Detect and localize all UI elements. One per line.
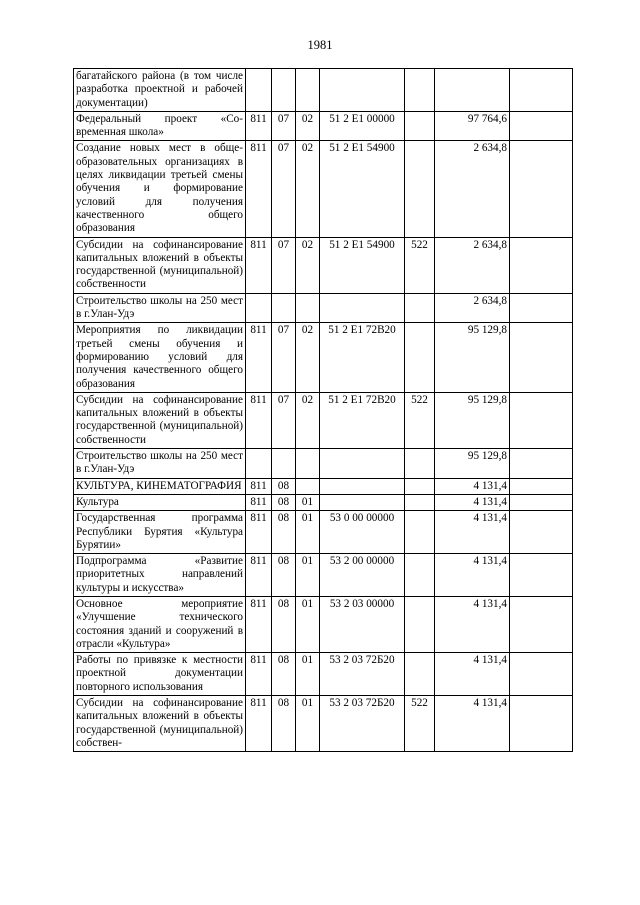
- expense-type-cell: [405, 141, 435, 237]
- ministry-code-cell: 811: [246, 653, 272, 696]
- target-article-cell: [320, 293, 405, 323]
- ministry-code-cell: 811: [246, 596, 272, 652]
- item-name-cell: Субсидии на софинансирование капитальных вложений в объекты государственной (муниципальной) собствен-: [74, 696, 246, 752]
- item-name-cell: Государственная программа Республики Бурятия «Культура Бурятии»: [74, 511, 246, 554]
- item-name-cell: Строительство школы на 250 мест в г.Улан-Удэ: [74, 293, 246, 323]
- section-code-cell: 08: [272, 696, 296, 752]
- expense-type-cell: 522: [405, 696, 435, 752]
- target-article-cell: 51 2 E1 54900: [320, 141, 405, 237]
- item-name-cell: Федеральный проект «Современная школа»: [74, 111, 246, 141]
- table-row: [74, 478, 573, 494]
- item-name-cell: Создание новых мест в общеобразовательных организациях в целях ликвидации третьей смены обучения и формирование условий для получения качественного общего образования: [74, 141, 246, 237]
- item-name-cell: багатайского района (в том числе разработка проектной и рабочей документации): [74, 69, 246, 112]
- target-article-cell: 53 2 03 00000: [320, 596, 405, 652]
- ministry-code-cell: 811: [246, 511, 272, 554]
- section-code-cell: [272, 293, 296, 323]
- section-code-cell: 07: [272, 392, 296, 448]
- section-code-cell: 08: [272, 494, 296, 510]
- table-row: [74, 237, 573, 293]
- section-code-cell: 08: [272, 511, 296, 554]
- target-article-cell: [320, 449, 405, 479]
- subsection-code-cell: 01: [296, 554, 320, 597]
- amount-cell: 2 634,8: [435, 141, 510, 237]
- item-name-cell: Подпрограмма «Развитие приоритетных направлений культуры и искусства»: [74, 554, 246, 597]
- subsection-code-cell: 02: [296, 141, 320, 237]
- ministry-code-cell: 811: [246, 696, 272, 752]
- extra-cell: [510, 696, 573, 752]
- expense-type-cell: [405, 449, 435, 479]
- item-name-cell: Строительство школы на 250 мест в г.Улан-Удэ: [74, 449, 246, 479]
- amount-cell: [435, 69, 510, 112]
- extra-cell: [510, 449, 573, 479]
- amount-cell: 95 129,8: [435, 449, 510, 479]
- table-row: [74, 69, 573, 112]
- extra-cell: [510, 392, 573, 448]
- table-body: [74, 69, 573, 752]
- extra-cell: [510, 111, 573, 141]
- expense-type-cell: [405, 596, 435, 652]
- ministry-code-cell: 811: [246, 323, 272, 392]
- section-code-cell: 08: [272, 596, 296, 652]
- ministry-code-cell: 811: [246, 392, 272, 448]
- item-name-cell: КУЛЬТУРА, КИНЕМАТОГРАФИЯ: [74, 478, 246, 494]
- subsection-code-cell: 01: [296, 653, 320, 696]
- subsection-code-cell: [296, 293, 320, 323]
- item-name-cell: Культура: [74, 494, 246, 510]
- table-row: [74, 293, 573, 323]
- expense-type-cell: [405, 293, 435, 323]
- section-code-cell: [272, 69, 296, 112]
- amount-cell: 97 764,6: [435, 111, 510, 141]
- subsection-code-cell: 02: [296, 111, 320, 141]
- section-code-cell: 07: [272, 237, 296, 293]
- target-article-cell: 51 2 E1 54900: [320, 237, 405, 293]
- extra-cell: [510, 596, 573, 652]
- subsection-code-cell: [296, 478, 320, 494]
- ministry-code-cell: 811: [246, 478, 272, 494]
- subsection-code-cell: 02: [296, 237, 320, 293]
- table-row: [74, 554, 573, 597]
- subsection-code-cell: 01: [296, 511, 320, 554]
- extra-cell: [510, 478, 573, 494]
- extra-cell: [510, 237, 573, 293]
- extra-cell: [510, 141, 573, 237]
- extra-cell: [510, 323, 573, 392]
- subsection-code-cell: 01: [296, 596, 320, 652]
- amount-cell: 95 129,8: [435, 392, 510, 448]
- expense-type-cell: [405, 494, 435, 510]
- ministry-code-cell: 811: [246, 554, 272, 597]
- budget-table: [73, 68, 573, 752]
- section-code-cell: 07: [272, 111, 296, 141]
- table-row: [74, 511, 573, 554]
- ministry-code-cell: [246, 293, 272, 323]
- amount-cell: 4 131,4: [435, 596, 510, 652]
- page-number: 1981: [307, 38, 333, 52]
- item-name-cell: Мероприятия по ликвидации третьей смены обучения и формированию условий для получения качественного общего образования: [74, 323, 246, 392]
- target-article-cell: 51 2 E1 72B20: [320, 323, 405, 392]
- section-code-cell: 08: [272, 653, 296, 696]
- amount-cell: 2 634,8: [435, 293, 510, 323]
- table-row: [74, 653, 573, 696]
- amount-cell: 4 131,4: [435, 554, 510, 597]
- subsection-code-cell: 02: [296, 323, 320, 392]
- target-article-cell: 53 2 00 00000: [320, 554, 405, 597]
- extra-cell: [510, 69, 573, 112]
- expense-type-cell: [405, 478, 435, 494]
- subsection-code-cell: 02: [296, 392, 320, 448]
- target-article-cell: 53 0 00 00000: [320, 511, 405, 554]
- amount-cell: 4 131,4: [435, 653, 510, 696]
- amount-cell: 2 634,8: [435, 237, 510, 293]
- amount-cell: 4 131,4: [435, 478, 510, 494]
- expense-type-cell: 522: [405, 392, 435, 448]
- item-name-cell: Основное мероприятие «Улучшение технического состояния зданий и сооружений в отрасли «Культура»: [74, 596, 246, 652]
- target-article-cell: [320, 69, 405, 112]
- expense-type-cell: [405, 511, 435, 554]
- amount-cell: 4 131,4: [435, 511, 510, 554]
- ministry-code-cell: 811: [246, 494, 272, 510]
- expense-type-cell: [405, 554, 435, 597]
- expense-type-cell: [405, 653, 435, 696]
- table-row: [74, 596, 573, 652]
- section-code-cell: 07: [272, 323, 296, 392]
- amount-cell: 4 131,4: [435, 494, 510, 510]
- extra-cell: [510, 653, 573, 696]
- table-row: [74, 494, 573, 510]
- section-code-cell: [272, 449, 296, 479]
- ministry-code-cell: 811: [246, 237, 272, 293]
- expense-type-cell: [405, 111, 435, 141]
- ministry-code-cell: 811: [246, 141, 272, 237]
- target-article-cell: 51 2 E1 00000: [320, 111, 405, 141]
- subsection-code-cell: 01: [296, 494, 320, 510]
- table-row: [74, 449, 573, 479]
- ministry-code-cell: [246, 449, 272, 479]
- extra-cell: [510, 511, 573, 554]
- amount-cell: 95 129,8: [435, 323, 510, 392]
- item-name-cell: Субсидии на софинансирование капитальных вложений в объекты государственной (муниципальной) собственности: [74, 392, 246, 448]
- target-article-cell: 51 2 E1 72B20: [320, 392, 405, 448]
- target-article-cell: 53 2 03 72Б20: [320, 653, 405, 696]
- section-code-cell: 08: [272, 478, 296, 494]
- amount-cell: 4 131,4: [435, 696, 510, 752]
- subsection-code-cell: [296, 69, 320, 112]
- target-article-cell: [320, 494, 405, 510]
- target-article-cell: 53 2 03 72Б20: [320, 696, 405, 752]
- subsection-code-cell: [296, 449, 320, 479]
- section-code-cell: 07: [272, 141, 296, 237]
- table-row: [74, 111, 573, 141]
- item-name-cell: Субсидии на софинансирование капитальных вложений в объекты государственной (муниципальной) собственности: [74, 237, 246, 293]
- table-row: [74, 141, 573, 237]
- table-row: [74, 392, 573, 448]
- extra-cell: [510, 494, 573, 510]
- section-code-cell: 08: [272, 554, 296, 597]
- extra-cell: [510, 293, 573, 323]
- table-row: [74, 696, 573, 752]
- target-article-cell: [320, 478, 405, 494]
- expense-type-cell: [405, 69, 435, 112]
- subsection-code-cell: 01: [296, 696, 320, 752]
- extra-cell: [510, 554, 573, 597]
- ministry-code-cell: 811: [246, 111, 272, 141]
- expense-type-cell: [405, 323, 435, 392]
- expense-type-cell: 522: [405, 237, 435, 293]
- ministry-code-cell: [246, 69, 272, 112]
- table-row: [74, 323, 573, 392]
- item-name-cell: Работы по привязке к местности проектной документации повторного использования: [74, 653, 246, 696]
